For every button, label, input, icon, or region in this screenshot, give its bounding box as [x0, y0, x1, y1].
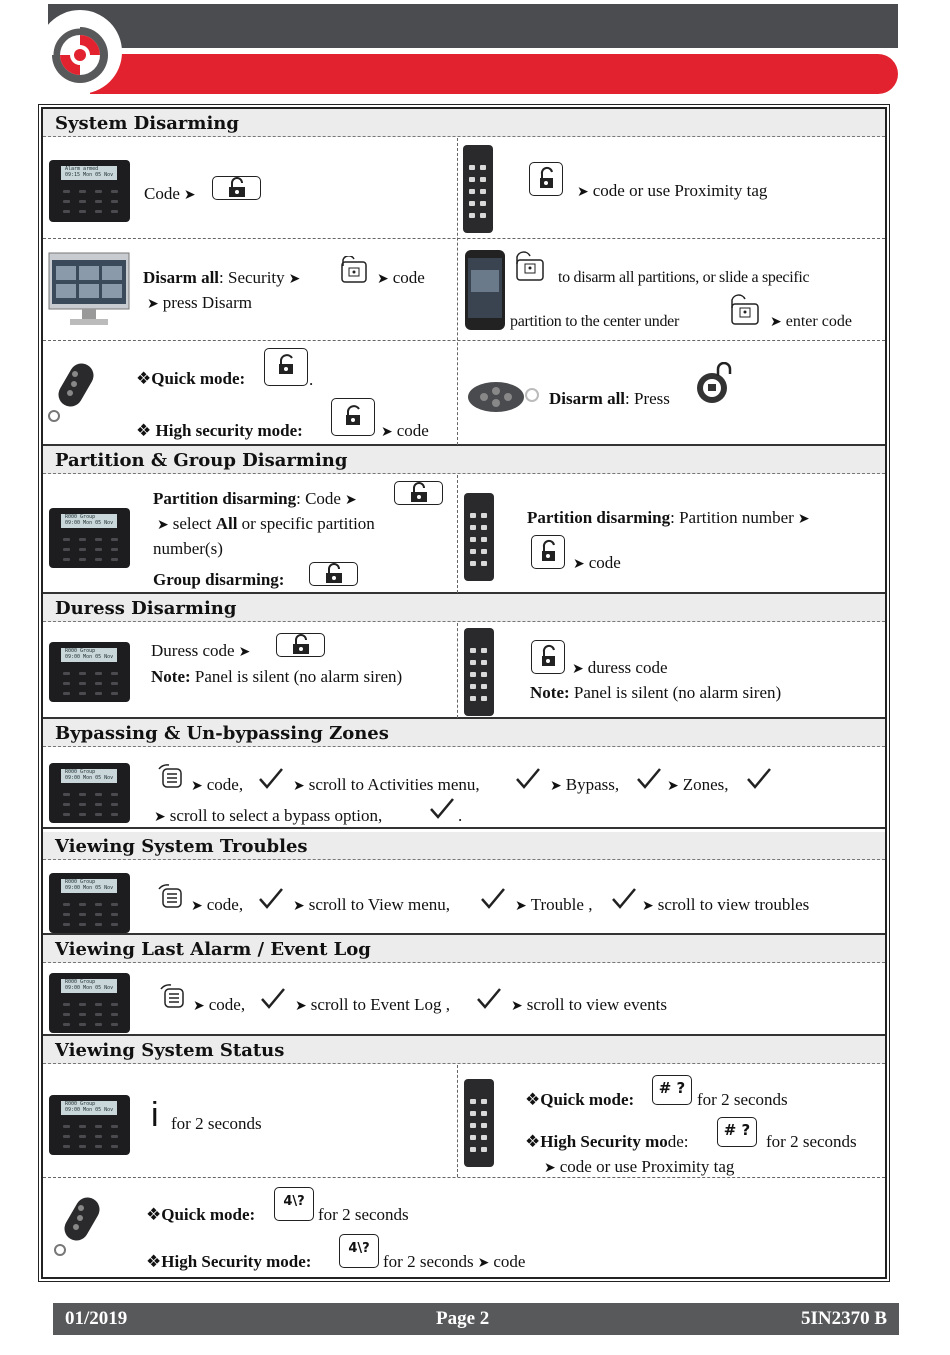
- check-key-icon: [476, 987, 502, 1015]
- note-text: Note: Panel is silent (no alarm siren): [530, 683, 782, 702]
- column-divider: [457, 623, 458, 718]
- proximity-keypad-image: [463, 145, 493, 233]
- remote-fob-image: [46, 360, 106, 422]
- instruction-text: .: [458, 806, 463, 825]
- row-divider: [43, 238, 885, 239]
- instruction-text: for 2 seconds: [171, 1114, 262, 1133]
- instruction-text: ➤ press Disarm: [147, 293, 252, 312]
- instruction-text: ➤ Trouble ,: [515, 895, 593, 914]
- instruction-text: ➤ code or use Proximity tag: [577, 181, 768, 200]
- hash-key-icon: # ?: [717, 1117, 757, 1147]
- instruction-text: Disarm all: Press: [549, 389, 670, 408]
- instruction-text: Duress code ➤: [151, 641, 251, 660]
- column-divider: [457, 1065, 458, 1177]
- check-key-icon: [258, 887, 284, 915]
- instruction-text: number(s): [153, 539, 223, 558]
- info-key-icon: i: [151, 1096, 159, 1134]
- instruction-text: ➤ select All or specific partition: [157, 514, 375, 533]
- keypad-image: R000 Group 09:00 Mon 05 Nov: [49, 973, 130, 1033]
- keypad-image: R000 Group 09:00 Mon 05 Nov: [49, 642, 130, 702]
- instruction-text: for 2 seconds ➤ code: [383, 1252, 526, 1271]
- keypad-image: R000 Group 09:00 Mon 05 Nov: [49, 1095, 130, 1155]
- unlock-key-icon: [529, 162, 563, 196]
- instruction-text: ➤ scroll to select a bypass option,: [154, 806, 383, 825]
- instruction-text: ❖High Security mode:: [525, 1132, 689, 1151]
- instruction-text: ➤ scroll to Event Log ,: [295, 995, 451, 1014]
- instruction-text: ➤ Bypass,: [550, 775, 620, 794]
- check-key-icon: [746, 767, 772, 795]
- instruction-text: .: [309, 370, 314, 389]
- header-gray-bar: [48, 4, 898, 48]
- footer-page-number: Page 2: [436, 1308, 490, 1329]
- footer-document-code: 5IN2370 B: [800, 1308, 887, 1329]
- footer-date: 01/2019: [65, 1308, 128, 1329]
- check-key-icon: [480, 887, 506, 915]
- page-footer: [53, 1303, 899, 1335]
- keypad-image: Alarm armed 09:15 Mon 05 Nov: [49, 160, 130, 222]
- unlock-key-icon: [531, 535, 565, 569]
- unlock-key-icon: [513, 250, 547, 284]
- instruction-text: ❖Quick mode:: [525, 1090, 635, 1109]
- instruction-text: ➤ duress code: [572, 658, 668, 677]
- instruction-text: Group disarming:: [153, 570, 285, 589]
- instruction-text: ➤ enter code: [770, 313, 852, 330]
- instruction-text: partition to the center under: [510, 313, 680, 330]
- unlock-key-icon: [309, 562, 358, 586]
- check-key-icon: [260, 987, 286, 1015]
- note-text: Note: Panel is silent (no alarm siren): [151, 667, 403, 686]
- instruction-text: ❖Quick mode:: [136, 369, 246, 388]
- unlock-key-icon: [531, 640, 565, 674]
- hash-key-icon: # ?: [652, 1075, 692, 1105]
- unlock-key-icon: [394, 481, 443, 505]
- instruction-text: ➤ code: [381, 421, 429, 440]
- section-title: System Disarming: [43, 109, 885, 137]
- instruction-text: ➤ scroll to view events: [511, 995, 667, 1014]
- instruction-text: ❖Quick mode:: [146, 1205, 256, 1224]
- fob-key-icon: 4\?: [339, 1234, 379, 1268]
- instruction-text: ➤ scroll to View menu,: [293, 895, 450, 914]
- proximity-keypad-image: [464, 493, 494, 581]
- row-divider: [43, 340, 885, 341]
- instruction-text: for 2 seconds: [318, 1205, 409, 1224]
- instruction-text: ➤ scroll to Activities menu,: [293, 775, 480, 794]
- unlock-key-icon: [212, 176, 261, 200]
- column-divider: [457, 138, 458, 445]
- unlock-key-icon: [340, 256, 370, 284]
- check-key-icon: [515, 767, 541, 795]
- check-key-icon: [636, 767, 662, 795]
- unlock-key-icon: [264, 348, 308, 386]
- remote-fob-image: [52, 1194, 112, 1256]
- unlock-key-icon: [726, 292, 762, 328]
- section-title: Viewing Last Alarm / Event Log: [43, 935, 885, 963]
- keyfob-image: [466, 375, 542, 415]
- section-title: Viewing System Troubles: [43, 832, 885, 860]
- unlock-key-icon: [331, 398, 375, 436]
- instruction-text: Disarm all: Security ➤: [143, 268, 301, 287]
- keypad-image: R000 Group 09:00 Mon 05 Nov: [49, 873, 130, 933]
- brand-logo: [38, 10, 122, 94]
- instruction-text: ❖ High security mode:: [136, 421, 303, 440]
- fob-key-icon: 4\?: [274, 1187, 314, 1221]
- computer-monitor-image: [48, 252, 130, 328]
- proximity-keypad-image: [464, 628, 494, 716]
- check-key-icon: [258, 767, 284, 795]
- check-key-icon: [611, 887, 637, 915]
- instruction-text: ➤ code,: [191, 895, 244, 914]
- instruction-text: ➤ code or use Proximity tag: [544, 1157, 735, 1176]
- instruction-text: Partition disarming: Code ➤: [153, 489, 357, 508]
- instruction-text: ❖High Security mode:: [146, 1252, 312, 1271]
- section-title: Bypassing & Un-bypassing Zones: [43, 719, 885, 747]
- menu-key-icon: [157, 983, 187, 1009]
- header-red-bar: [90, 54, 898, 94]
- keypad-image: R000 Group 09:00 Mon 05 Nov: [49, 763, 130, 823]
- smartphone-image: [465, 250, 505, 330]
- disarm-button-icon: [694, 362, 736, 406]
- instruction-text: Partition disarming: Partition number ➤: [527, 508, 810, 527]
- column-divider: [457, 475, 458, 593]
- menu-key-icon: [155, 763, 185, 789]
- row-divider: [43, 1177, 885, 1178]
- instruction-text: ➤ code: [573, 553, 621, 572]
- menu-key-icon: [155, 883, 185, 909]
- keypad-image: R000 Group 09:00 Mon 05 Nov: [49, 508, 130, 568]
- instruction-text: for 2 seconds: [766, 1132, 857, 1151]
- instruction-text: to disarm all partitions, or slide a specific: [558, 269, 810, 286]
- section-title: Duress Disarming: [43, 594, 885, 622]
- section-title: Viewing System Status: [43, 1036, 885, 1064]
- instruction-text: ➤ Zones,: [667, 775, 729, 794]
- unlock-key-icon: [276, 633, 325, 657]
- proximity-keypad-image: [464, 1079, 494, 1167]
- instruction-text: Code ➤: [144, 184, 196, 203]
- instruction-text: ➤ code,: [191, 775, 244, 794]
- instruction-text: ➤ scroll to view troubles: [642, 895, 810, 914]
- check-key-icon: [429, 797, 455, 825]
- instruction-text: ➤ code: [377, 268, 425, 287]
- section-title: Partition & Group Disarming: [43, 446, 885, 474]
- instruction-text: ➤ code,: [193, 995, 246, 1014]
- instruction-text: for 2 seconds: [697, 1090, 788, 1109]
